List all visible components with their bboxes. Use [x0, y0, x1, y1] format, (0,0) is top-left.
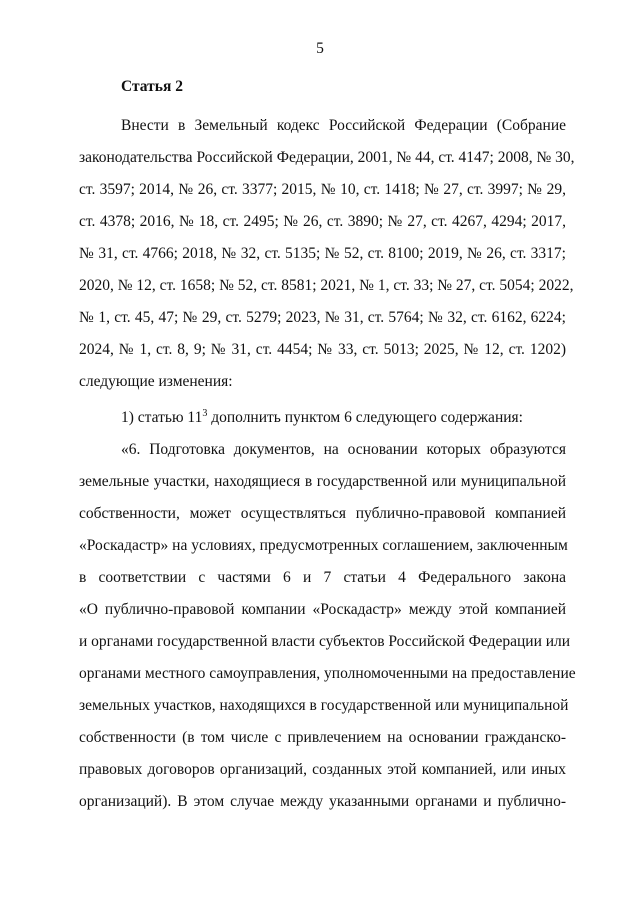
- text-fragment: дополнить пунктом 6 следующего содержания:: [207, 409, 523, 426]
- text-line: ст. 4378; 2016, № 18, ст. 2495; № 26, ст. 3890; № 27, ст. 4267, 4294; 2017,: [79, 213, 566, 230]
- text-line: «О публично-правовой компании «Роскадастр» между этой компанией: [79, 601, 566, 618]
- text-line: собственности, может осуществляться публично-правовой компанией: [79, 505, 566, 522]
- text-line: земельные участки, находящиеся в государственной или муниципальной: [79, 473, 566, 490]
- text-line: законодательства Российской Федерации, 2001, № 44, ст. 4147; 2008, № 30,: [79, 149, 575, 166]
- text-fragment: 1) статью 11: [121, 409, 203, 426]
- text-line: организаций). В этом случае между указанными органами и публично-: [79, 793, 566, 810]
- text-line: в соответствии с частями 6 и 7 статьи 4 Федерального закона: [79, 569, 566, 586]
- text-line: [121, 408, 566, 428]
- text-line: «Роскадастр» на условиях, предусмотренных соглашением, заключенным: [79, 537, 568, 554]
- article-title: Статья 2: [121, 78, 183, 95]
- text-line: правовых договоров организаций, созданных этой компанией, или иных: [79, 761, 566, 778]
- text-line: 2024, № 1, ст. 8, 9; № 31, ст. 4454; № 33, ст. 5013; 2025, № 12, ст. 1202): [79, 341, 566, 358]
- text-line: № 31, ст. 4766; 2018, № 32, ст. 5135; № 52, ст. 8100; 2019, № 26, ст. 3317;: [79, 245, 566, 262]
- page-number: 5: [316, 40, 324, 57]
- text-line: и органами государственной власти субъектов Российской Федерации или: [79, 633, 571, 650]
- text-line: ст. 3597; 2014, № 26, ст. 3377; 2015, № 10, ст. 1418; № 27, ст. 3997; № 29,: [79, 181, 566, 198]
- text-line: следующие изменения:: [79, 373, 233, 390]
- text-line: земельных участков, находящихся в государственной или муниципальной: [79, 697, 569, 714]
- text-line: № 1, ст. 45, 47; № 29, ст. 5279; 2023, № 31, ст. 5764; № 32, ст. 6162, 6224;: [79, 309, 566, 326]
- superscript: 3: [202, 408, 208, 419]
- text-line: Внести в Земельный кодекс Российской Федерации (Собрание: [121, 117, 566, 134]
- text-line: органами местного самоуправления, уполномоченными на предоставление: [79, 665, 576, 682]
- text-line: «6. Подготовка документов, на основании которых образуются: [121, 441, 566, 458]
- text-line: собственности (в том числе с привлечением на основании гражданско-: [79, 729, 566, 746]
- text-line: 2020, № 12, ст. 1658; № 52, ст. 8581; 2021, № 1, ст. 33; № 27, ст. 5054; 2022,: [79, 277, 574, 294]
